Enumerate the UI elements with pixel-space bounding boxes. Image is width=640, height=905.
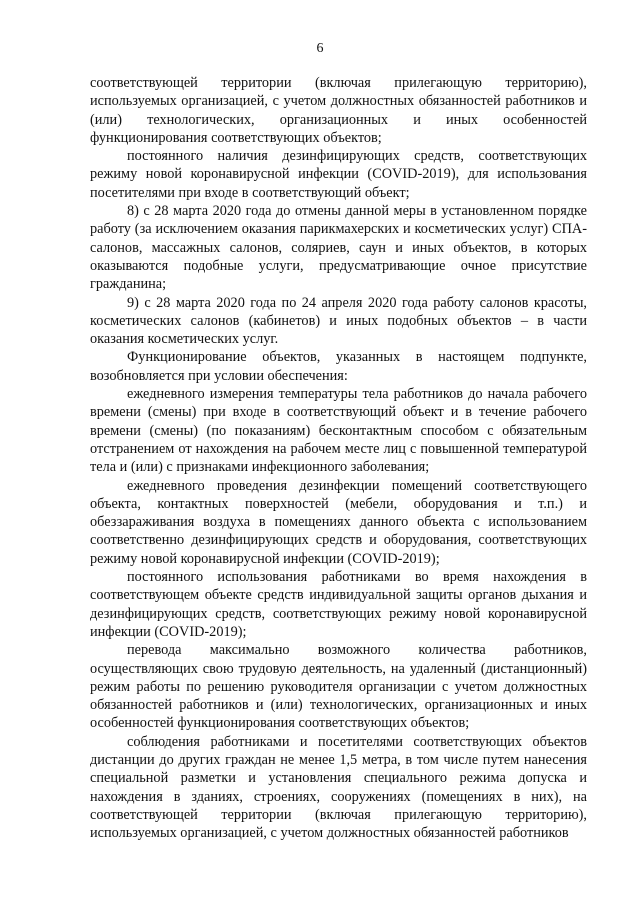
paragraph: 9) с 28 марта 2020 года по 24 апреля 2020 года работу салонов красоты, косметических салонов (кабинетов) и иных подобных объектов – в части оказания косметических услуг.	[90, 294, 587, 348]
paragraph: ежедневного измерения температуры тела работников до начала рабочего времени (смены) при входе в соответствующий объект и в течение рабочего времени (смены) (по показаниям) бесконтактным способом с обязательным отстранением от нахождения на рабочем месте лиц с повышенной температурой тела и (или) с признаками инфекционного заболевания;	[90, 386, 587, 476]
paragraph: перевода максимально возможного количества работников, осуществляющих свою трудовую деятельность, на удаленный (дистанционный) режим работы по решению руководителя организации с учетом должностных обязанностей работников и (или) технологических, организационных и иных особенностей функционирования соответствующих объектов;	[90, 642, 587, 732]
paragraph: соблюдения работниками и посетителями соответствующих объектов дистанции до других граждан не менее 1,5 метра, в том числе путем нанесения специальной разметки и установления специального режима допуска и нахождения в зданиях, строениях, сооружениях (помещениях в них), на соответствующей территории (включая прилегающую территорию), используемых организацией, с учетом должностных обязанностей работников	[90, 733, 587, 842]
paragraph: Функционирование объектов, указанных в настоящем подпункте, возобновляется при условии обеспечения:	[90, 349, 587, 384]
paragraph: постоянного использования работниками во время нахождения в соответствующем объекте средств индивидуальной защиты органов дыхания и дезинфицирующих средств, соответствующих режиму новой коронавирусной инфекции (COVID-2019);	[90, 569, 587, 640]
paragraph: ежедневного проведения дезинфекции помещений соответствующего объекта, контактных поверхностей (мебели, оборудования и т.п.) и обеззараживания воздуха в помещениях данного объекта с использованием соответственно дезинфицирующих средств и оборудования, соответствующих режиму новой коронавирусной инфекции (COVID-2019);	[90, 477, 587, 567]
paragraph: соответствующей территории (включая прилегающую территорию), используемых организацией, с учетом должностных обязанностей работников и (или) технологических, организационных и иных особенностей функционирования соответствующих объектов;	[90, 75, 587, 146]
paragraph: постоянного наличия дезинфицирующих средств, соответствующих режиму новой коронавирусной инфекции (COVID-2019), для использования посетителями при входе в соответствующий объект;	[90, 148, 587, 201]
paragraph: 8) с 28 марта 2020 года до отмены данной меры в установленном порядке работу (за исключением оказания парикмахерских и косметических услуг) СПА-салонов, массажных салонов, соляриев, саун и иных объектов, в которых оказываются подобные услуги, предусматривающие очное присутствие гражданина;	[90, 203, 587, 293]
page-number: 6	[316, 41, 324, 56]
document-body	[90, 74, 587, 842]
